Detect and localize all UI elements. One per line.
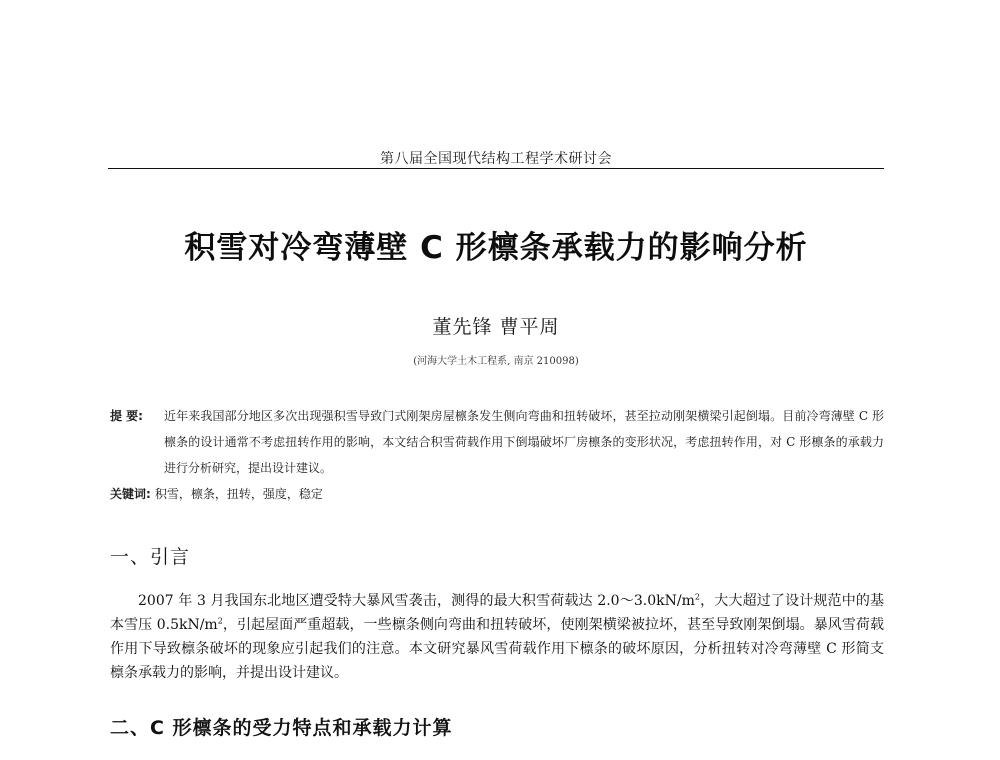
running-header: 第八届全国现代结构工程学术研讨会 (380, 151, 612, 167)
keywords-text: 积雪，檩条，扭转，强度，稳定 (154, 487, 323, 501)
superscript-2a: 2 (694, 592, 700, 602)
authors: 董先锋 曹平周 (432, 316, 560, 338)
abstract-block (110, 403, 884, 507)
intro-text-part2: ，大大超过了设计规范中的基本雪压 0.5kN/m (110, 593, 885, 633)
intro-text-part3: ，引起屋面严重超载，一些檩条侧向弯曲和扭转破坏，使刚架横梁被拉坏，甚至导致刚架倒塌。暴风雪荷载作用下导致檩条破坏的现象应引起我们的注意。本文研究暴风雪荷载作用下檩条的破坏原因，分析扭转对冷弯薄壁 C 形简支檩条承载力的影响，并提出设计建议。 (110, 617, 884, 681)
abstract-row (110, 403, 884, 481)
keywords-label: 关键词: (110, 487, 151, 501)
abstract-text: 近年来我国部分地区多次出现强积雪导致门式刚架房屋檩条发生侧向弯曲和扭转破坏，甚至拉动刚架横梁引起倒塌。目前冷弯薄壁 C 形檩条的设计通常不考虑扭转作用的影响，本文结合积雪荷载作用下倒塌破坏厂房檩条的变形状况，考虑扭转作用，对 C 形檩条的承载力进行分析研究，提出设计建议。 (164, 409, 884, 475)
abstract-label: 提 要: (110, 409, 143, 423)
section-heading-intro: 一、引言 (110, 546, 191, 568)
superscript-2b: 2 (217, 616, 223, 626)
intro-paragraph (110, 589, 884, 685)
paper-title: 积雪对冷弯薄壁 C 形檩条承载力的影响分析 (184, 230, 808, 266)
section-heading-analysis: 二、C 形檩条的受力特点和承载力计算 (110, 717, 453, 739)
keywords-row (110, 481, 884, 507)
affiliation: (河海大学土木工程系, 南京 210098) (413, 356, 579, 367)
intro-text-part1: 2007 年 3 月我国东北地区遭受特大暴风雪袭击，测得的最大积雪荷载达 2.0～3.0kN/m (138, 593, 695, 609)
header-rule (108, 168, 884, 169)
